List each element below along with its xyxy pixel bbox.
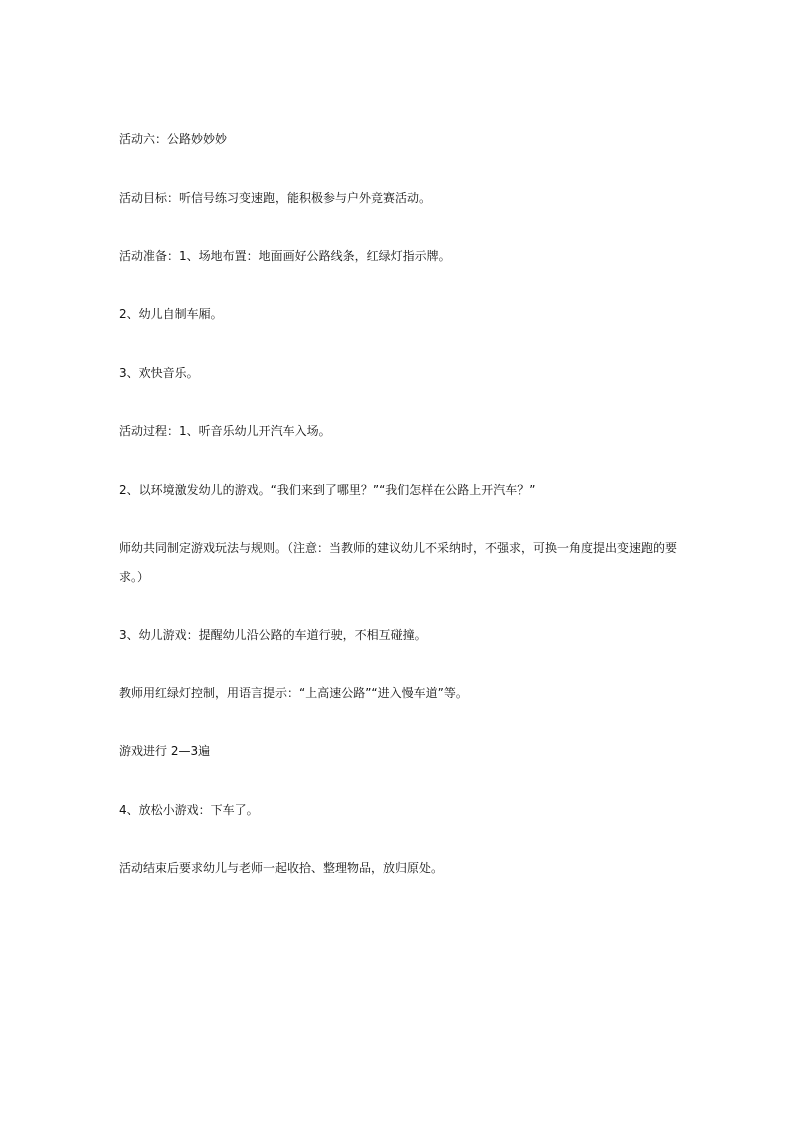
preparation-item-2: 2、幼儿自制车厢。 [119, 307, 223, 321]
process-step-3: 3、幼儿游戏：提醒幼儿沿公路的车道行驶，不相互碰撞。 [119, 628, 427, 642]
teacher-control-note: 教师用红绿灯控制，用语言提示：“上高速公路”“进入慢车道”等。 [119, 686, 468, 700]
rules-note: 师幼共同制定游戏玩法与规则。（注意：当教师的建议幼儿不采纳时，不强求，可换一角度提出变速跑的要求。） [119, 541, 678, 584]
activity-process: 活动过程：1、听音乐幼儿开汽车入场。 [119, 424, 331, 438]
activity-preparation: 活动准备：1、场地布置：地面画好公路线条，红绿灯指示牌。 [119, 249, 451, 263]
game-repeat-note: 游戏进行 2—3遍 [119, 744, 211, 758]
preparation-item-3: 3、欢快音乐。 [119, 366, 199, 380]
activity-title: 活动六：公路妙妙妙 [119, 132, 228, 146]
activity-goal: 活动目标：听信号练习变速跑，能积极参与户外竞赛活动。 [119, 191, 432, 205]
process-step-4: 4、放松小游戏：下车了。 [119, 803, 259, 817]
activity-end-note: 活动结束后要求幼儿与老师一起收拾、整理物品，放归原处。 [119, 861, 444, 875]
process-step-2: 2、以环境激发幼儿的游戏。“我们来到了哪里？”“我们怎样在公路上开汽车？” [119, 483, 536, 497]
